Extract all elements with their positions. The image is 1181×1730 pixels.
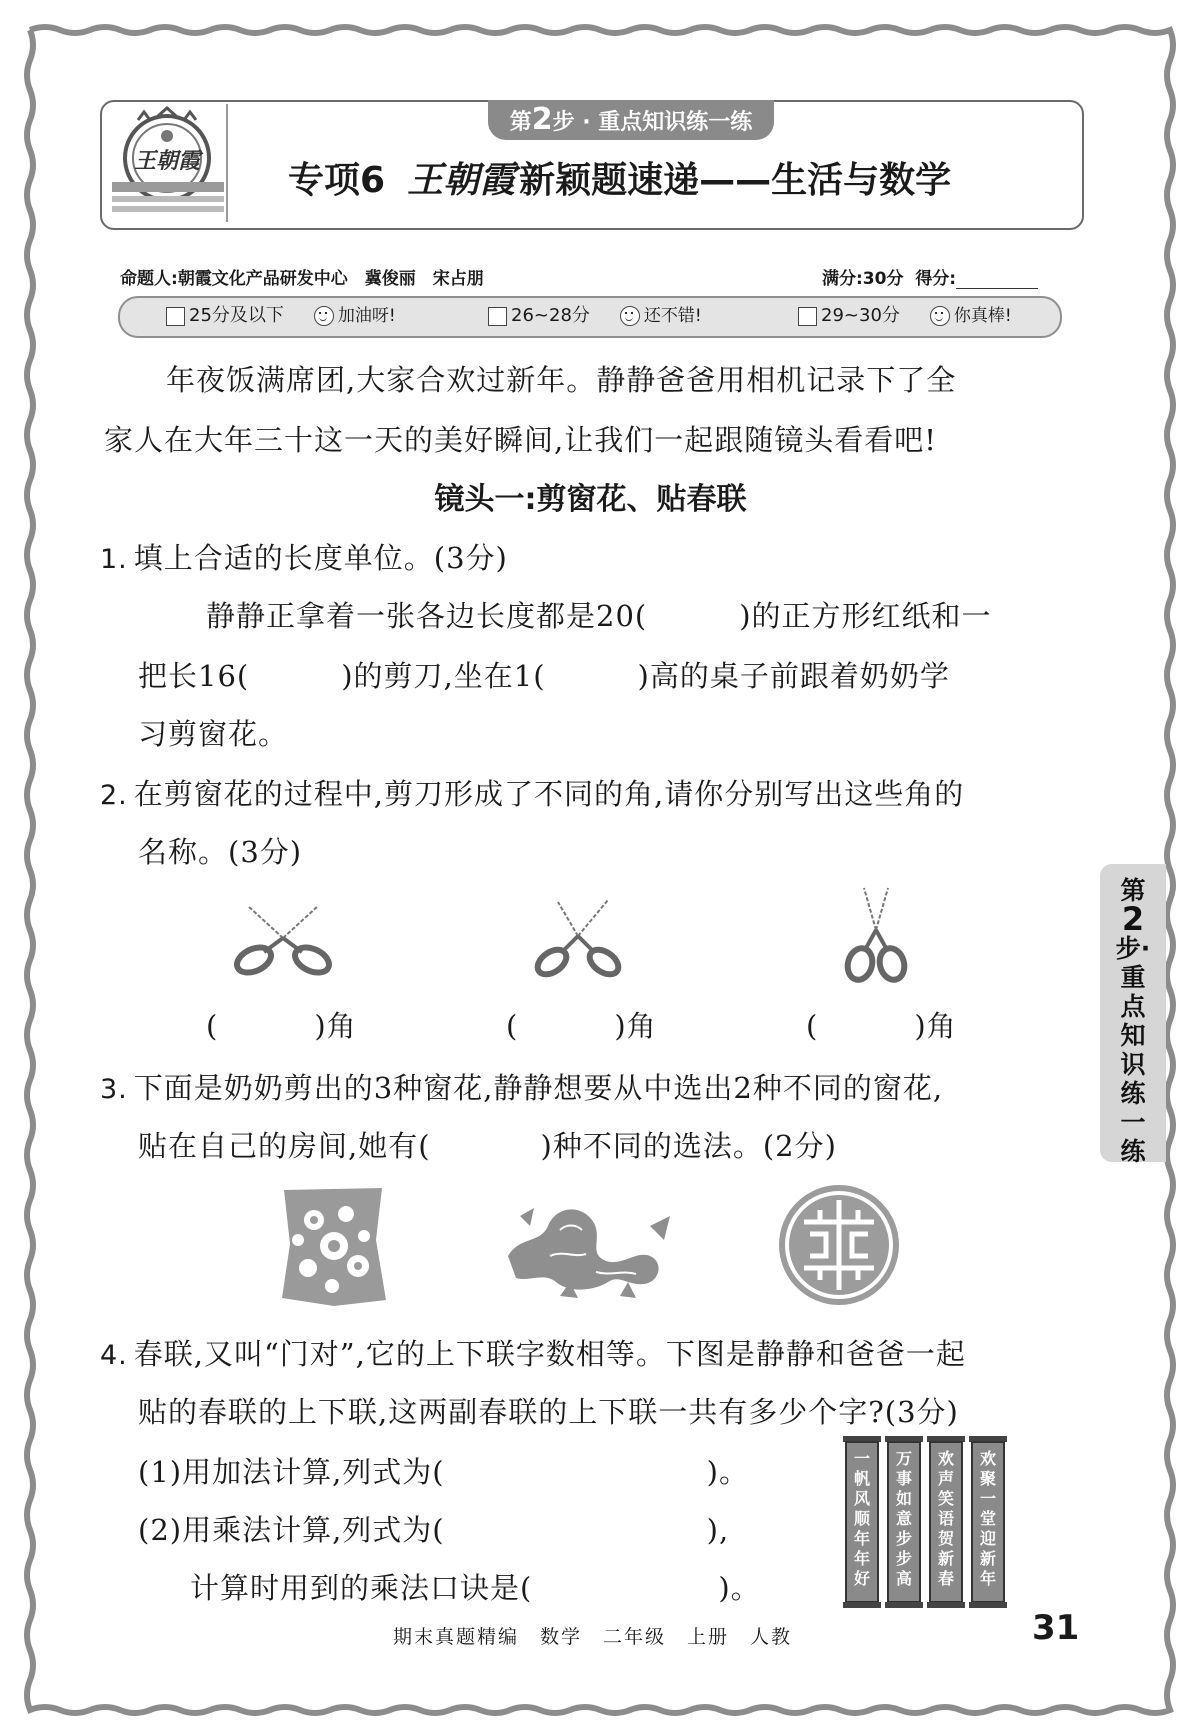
couplet-character: 年 [853, 1529, 871, 1548]
text: 计算时用到的乘法口诀是( [190, 1571, 533, 1605]
couplet-character: 事 [895, 1469, 913, 1488]
text: 贴在自己的房间,她有( [138, 1129, 431, 1163]
evaluation-message: 还不错! [643, 306, 702, 326]
evaluation-range: 25分及以下 [189, 305, 284, 326]
text: 把长16( [138, 659, 250, 693]
checkbox[interactable] [798, 307, 817, 326]
dragon-papercut-icon [500, 1186, 676, 1304]
svg-text:王朝霞: 王朝霞 [133, 148, 201, 174]
smiley-icon [930, 306, 950, 326]
question-number: 1. [100, 544, 128, 575]
text: )。 [706, 1455, 749, 1489]
question-text: 春联,又叫“门对”,它的上下联字数相等。下图是静静和爸爸一起 [133, 1337, 966, 1371]
couplet-character: 新 [937, 1549, 955, 1568]
q4-part-3 [190, 1566, 761, 1607]
text: )角 [914, 1009, 957, 1043]
side-tab-char: 一 [1120, 1108, 1146, 1137]
couplet-character: 帆 [853, 1469, 871, 1488]
smiley-icon [314, 306, 334, 326]
side-tab-char: 重 [1120, 963, 1146, 992]
couplet-character: 堂 [979, 1509, 997, 1528]
q2-line-1 [100, 772, 964, 813]
full-score: 满分:30分 [822, 269, 904, 289]
couplet-character: 步 [895, 1549, 913, 1568]
section-title: 镜头一:剪窗花、贴春联 [434, 482, 747, 517]
evaluation-message: 你真棒! [953, 306, 1012, 326]
question-number: 3. [100, 1074, 128, 1105]
footer-text: 期末真题精编 数学 二年级 上册 人教 [393, 1626, 793, 1648]
couplet-character: 一 [979, 1489, 997, 1508]
evaluation-item [488, 302, 702, 330]
step-banner [488, 100, 774, 140]
author-line [120, 264, 484, 289]
couplet-character: 如 [895, 1489, 913, 1508]
side-tab-text [1100, 876, 1166, 1166]
question-text: 填上合适的长度单位。(3分) [133, 541, 508, 575]
couplet-character: 贺 [937, 1529, 955, 1548]
couplet-character: 步 [895, 1529, 913, 1548]
text: ), [706, 1513, 730, 1547]
text: )种不同的选法。(2分) [540, 1129, 837, 1163]
evaluation-range: 26~28分 [511, 305, 590, 326]
q3-line-2 [138, 1124, 837, 1165]
question-text: 在剪窗花的过程中,剪刀形成了不同的角,请你分别写出这些角的 [133, 777, 965, 811]
side-tab-char: 步· [1115, 934, 1151, 963]
side-tab [1100, 864, 1166, 1166]
text: (2)用乘法计算,列式为( [138, 1513, 445, 1547]
q2-answer-2 [506, 1004, 657, 1045]
title-main: 新颖题速递——生活与数学 [519, 160, 952, 201]
couplet-character: 顺 [853, 1509, 871, 1528]
text: ( [206, 1009, 219, 1043]
score-line [822, 264, 1038, 289]
q1-line-2 [138, 654, 950, 695]
text: )。 [718, 1571, 761, 1605]
text: ( [506, 1009, 519, 1043]
text: )的正方形红纸和一 [739, 599, 992, 633]
scroll-rod [843, 1602, 881, 1608]
intro-line-2: 家人在大年三十这一天的美好瞬间,让我们一起跟随镜头看看吧! [104, 423, 937, 457]
title-brand: 王朝霞 [407, 159, 516, 201]
couplet-character: 声 [937, 1469, 955, 1488]
side-tab-char: 点 [1120, 992, 1146, 1021]
couplet-character: 迎 [979, 1529, 997, 1548]
couplet-character: 风 [853, 1489, 871, 1508]
brand-logo [110, 106, 228, 220]
q3-line-1 [100, 1066, 943, 1107]
text: ( [806, 1009, 819, 1043]
evaluation-item [166, 302, 396, 330]
question-text: 下面是奶奶剪出的3种窗花,静静想要从中选出2种不同的窗花, [133, 1071, 944, 1105]
author-label: 命题人: [120, 269, 178, 289]
q4-line-1 [100, 1332, 966, 1373]
q4-part-1 [138, 1450, 749, 1491]
scroll-rod [927, 1602, 965, 1608]
flower-papercut-icon [274, 1180, 392, 1310]
side-tab-char: 练 [1120, 1137, 1146, 1166]
couplet-character: 意 [895, 1509, 913, 1528]
step-suffix: 步 · 重点知识练一练 [552, 110, 753, 135]
step-prefix: 第 [509, 110, 532, 135]
q2-answer-1 [206, 1004, 357, 1045]
couplet-character: 万 [895, 1449, 913, 1468]
side-tab-char: 识 [1120, 1050, 1146, 1079]
couplet-character: 语 [937, 1509, 955, 1528]
evaluation-range: 29~30分 [821, 305, 900, 326]
couplet-character: 欢 [937, 1449, 955, 1468]
step-number: 2 [531, 102, 553, 137]
author-value: 朝霞文化产品研发中心 冀俊丽 宋占朋 [177, 269, 484, 289]
scissors-narrow-icon [836, 884, 916, 984]
q4-line-2: 贴的春联的上下联,这两副春联的上下联一共有多少个字?(3分) [138, 1395, 959, 1429]
q4-part-2 [138, 1508, 729, 1549]
couplet-character: 欢 [979, 1449, 997, 1468]
side-tab-char: 知 [1120, 1021, 1146, 1050]
side-tab-char: 第 [1120, 876, 1146, 905]
q1-line-1 [206, 594, 992, 635]
smiley-icon [620, 306, 640, 326]
text: 静静正拿着一张各边长度都是20( [206, 599, 648, 633]
checkbox[interactable] [488, 307, 507, 326]
text: )的剪刀,坐在1( [341, 659, 546, 693]
score-field[interactable] [956, 270, 1038, 289]
q1-line-3: 习剪窗花。 [138, 717, 289, 751]
couplet-character: 聚 [979, 1469, 997, 1488]
scissors-obtuse-icon [228, 900, 338, 980]
question-number: 4. [100, 1340, 128, 1371]
evaluation-bar [118, 296, 1062, 338]
couplet-character: 春 [937, 1569, 955, 1588]
couplet-character: 高 [895, 1569, 913, 1588]
title-prefix: 专项6 [288, 160, 386, 201]
text: )高的桌子前跟着奶奶学 [637, 659, 950, 693]
logo-divider [226, 104, 228, 222]
scroll-rod [885, 1602, 923, 1608]
couplets-illustration [838, 1436, 1012, 1612]
text: (1)用加法计算,列式为( [138, 1455, 445, 1489]
q1-prompt [100, 536, 508, 577]
intro-line-1: 年夜饭满席团,大家合欢过新年。静静爸爸用相机记录下了全 [166, 363, 957, 397]
couplet-character: 笑 [937, 1489, 955, 1508]
couplet-character: 年 [979, 1569, 997, 1588]
side-tab-number: 2 [1121, 900, 1145, 938]
scroll-rod [969, 1602, 1007, 1608]
text: )角 [614, 1009, 657, 1043]
side-tab-char: 练 [1120, 1079, 1146, 1108]
couplet-character: 好 [853, 1569, 871, 1588]
text: )角 [314, 1009, 357, 1043]
q2-answer-3 [806, 1004, 957, 1045]
question-number: 2. [100, 780, 128, 811]
couplet-character: 一 [853, 1449, 871, 1468]
page-title [288, 152, 951, 203]
evaluation-item [798, 302, 1012, 330]
couplet-character: 年 [853, 1549, 871, 1568]
score-label: 得分: [915, 269, 957, 289]
q2-line-2: 名称。(3分) [138, 835, 303, 869]
shou-symbol-papercut-icon [776, 1182, 902, 1308]
evaluation-message: 加油呀! [337, 306, 396, 326]
scissors-acute-icon [528, 896, 628, 980]
page-number: 31 [1032, 1608, 1080, 1648]
couplet-character: 新 [979, 1549, 997, 1568]
checkbox[interactable] [166, 307, 185, 326]
